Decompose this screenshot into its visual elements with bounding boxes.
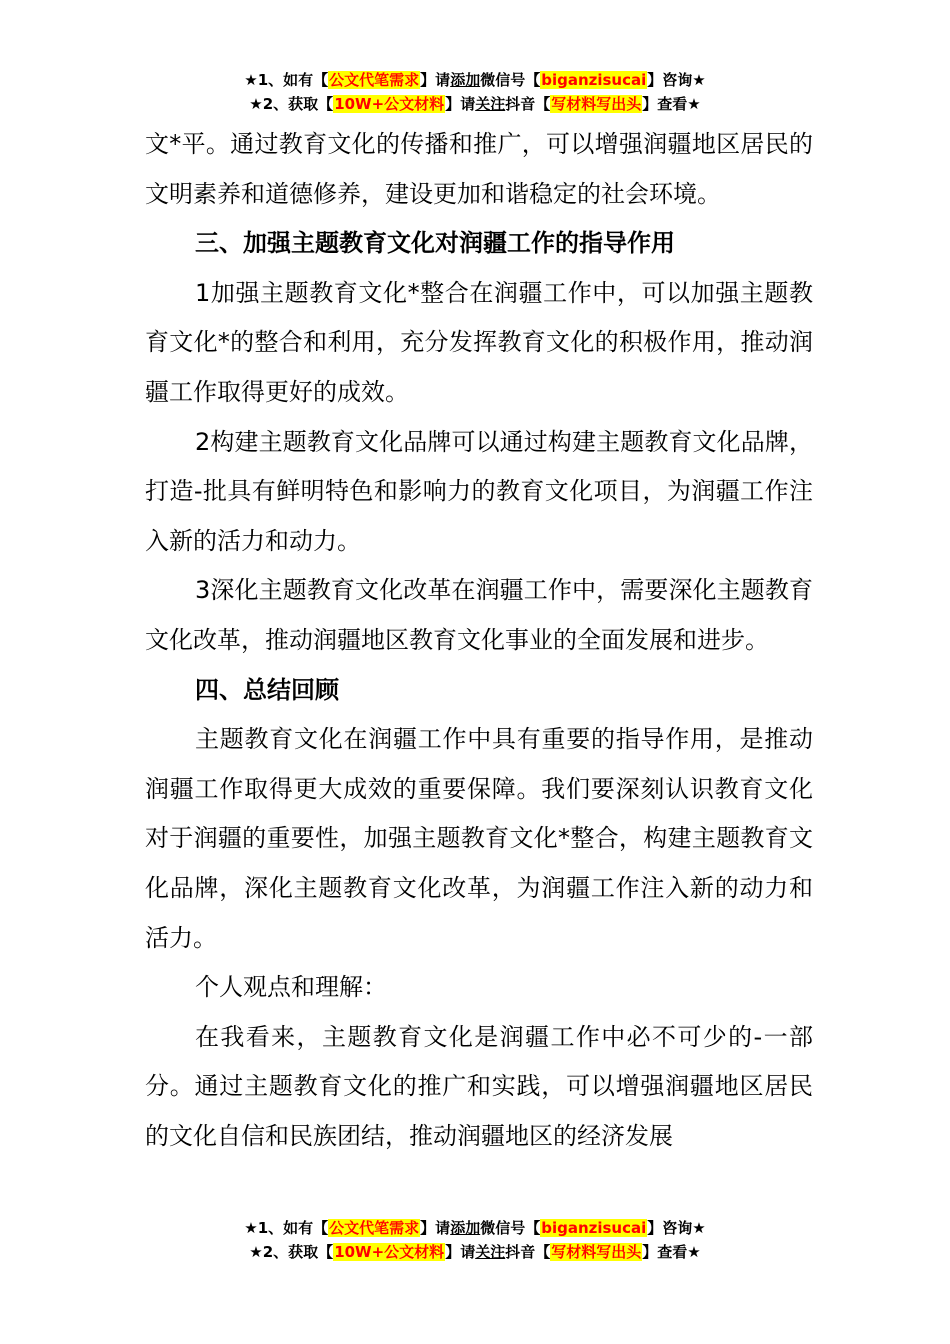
footer-highlight-douyin-id: 写材料写出头 (551, 1243, 642, 1261)
banner-line-2-mid2: 抖音【 (505, 95, 551, 113)
footer-highlight-materials: 10W+公文材料 (334, 1243, 445, 1261)
section-heading-4: 四、总结回顾 (195, 675, 339, 704)
banner-line-2-mid: 】请 (445, 95, 476, 113)
banner-line-2-prefix: ★2、获取【 (249, 95, 334, 113)
banner-highlight-materials: 10W+公文材料 (334, 95, 445, 113)
footer-line-1-mid2: 微信号【 (480, 1219, 541, 1237)
banner-underline-add: 添加 (450, 71, 481, 89)
banner-line-1-suffix: 】咨询★ (647, 71, 706, 89)
footer-line-2-mid2: 抖音【 (505, 1243, 551, 1261)
banner-underline-follow: 关注 (475, 95, 506, 113)
banner-highlight-wechat-id: biganzisucai (541, 71, 647, 89)
footer-highlight-service: 公文代笔需求 (329, 1219, 420, 1237)
banner-line-1-mid: 】请 (420, 71, 451, 89)
header-banner (0, 68, 950, 116)
footer-banner-line-1 (0, 1216, 950, 1240)
footer-line-1-suffix: 】咨询★ (647, 1219, 706, 1237)
paragraph-personal-view-label: 个人观点和理解： (195, 973, 387, 1002)
banner-line-1-prefix: ★1、如有【 (244, 71, 329, 89)
footer-line-2-suffix: 】查看★ (642, 1243, 701, 1261)
banner-highlight-service: 公文代笔需求 (329, 71, 420, 89)
footer-banner-line-2 (0, 1240, 950, 1264)
banner-line-2-suffix: 】查看★ (642, 95, 701, 113)
footer-line-1-prefix: ★1、如有【 (244, 1219, 329, 1237)
paragraph-continued: 文*平。通过教育文化的传播和推广，可以增强润疆地区居民的文明素养和道德修养，建设更加和谐稳定的社会环境。 (145, 130, 813, 208)
paragraph-summary: 主题教育文化在润疆工作中具有重要的指导作用，是推动润疆工作取得更大成效的重要保障。我们要深刻认识教育文化对于润疆的重要性，加强主题教育文化*整合，构建主题教育文化品牌，深化主题教育文化改革，为润疆工作注入新的动力和活力。 (145, 725, 813, 952)
footer-line-2-prefix: ★2、获取【 (249, 1243, 334, 1261)
footer-underline-add: 添加 (450, 1219, 481, 1237)
banner-line-1 (0, 68, 950, 92)
footer-underline-follow: 关注 (475, 1243, 506, 1261)
paragraph-item-3: 3深化主题教育文化改革在润疆工作中，需要深化主题教育文化改革，推动润疆地区教育文化事业的全面发展和进步。 (145, 576, 813, 654)
footer-line-1-mid: 】请 (420, 1219, 451, 1237)
paragraph-personal-view: 在我看来，主题教育文化是润疆工作中必不可少的-一部分。通过主题教育文化的推广和实践，可以增强润疆地区居民的文化自信和民族团结，推动润疆地区的经济发展 (145, 1022, 813, 1150)
banner-line-1-mid2: 微信号【 (480, 71, 541, 89)
document-body (145, 120, 813, 1161)
banner-line-2 (0, 92, 950, 116)
footer-line-2-mid: 】请 (445, 1243, 476, 1261)
footer-banner (0, 1216, 950, 1264)
section-heading-3: 三、加强主题教育文化对润疆工作的指导作用 (195, 229, 675, 258)
paragraph-item-1: 1加强主题教育文化*整合在润疆工作中，可以加强主题教育文化*的整合和利用，充分发挥教育文化的积极作用，推动润疆工作取得更好的成效。 (145, 278, 813, 406)
banner-highlight-douyin-id: 写材料写出头 (551, 95, 642, 113)
footer-highlight-wechat-id: biganzisucai (541, 1219, 647, 1237)
paragraph-item-2: 2构建主题教育文化品牌可以通过构建主题教育文化品牌，打造-批具有鲜明特色和影响力的教育文化项目，为润疆工作注入新的活力和动力。 (145, 427, 813, 555)
